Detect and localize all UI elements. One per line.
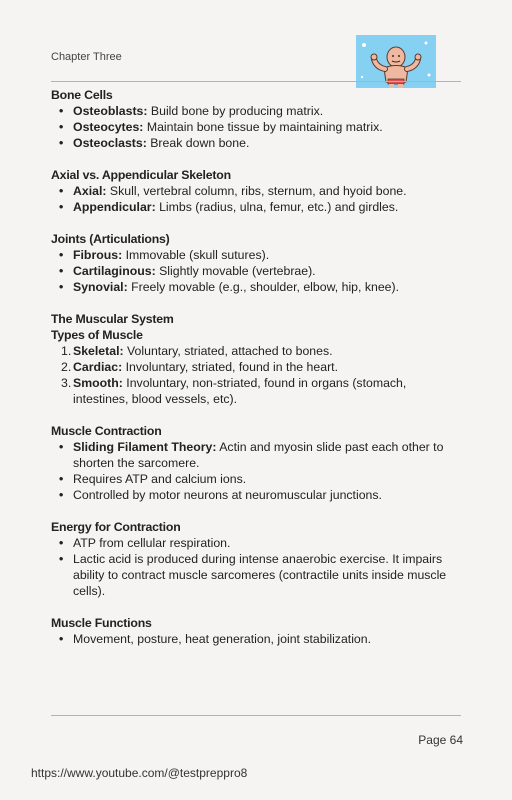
bullet-list: [51, 439, 461, 503]
list-item: [51, 199, 461, 215]
section-bone-cells: [51, 87, 461, 151]
list-item: [51, 439, 461, 471]
bullet-list: [51, 247, 461, 295]
section-heading: Bone Cells: [51, 88, 113, 102]
section-energy: [51, 519, 461, 599]
list-item: [51, 535, 461, 551]
bullet-list: [51, 631, 461, 647]
item-text: Limbs (radius, ulna, femur, etc.) and girdles.: [155, 200, 399, 214]
section-heading: Joints (Articulations): [51, 232, 170, 246]
chapter-title: Chapter Three: [51, 51, 122, 63]
list-item: [51, 551, 461, 599]
bullet-list: [51, 183, 461, 215]
subsection-heading: Types of Muscle: [51, 328, 143, 342]
item-text: Involuntary, striated, found in the heart.: [122, 360, 338, 374]
item-text: Slightly movable (vertebrae).: [155, 264, 316, 278]
footer-url[interactable]: https://www.youtube.com/@testpreppro8: [31, 766, 248, 780]
list-item: [51, 263, 461, 279]
item-text: Requires ATP and calcium ions.: [73, 472, 247, 486]
item-text: Maintain bone tissue by maintaining matrix.: [143, 120, 383, 134]
section-heading: Energy for Contraction: [51, 520, 181, 534]
list-item: [51, 103, 461, 119]
list-item: [51, 471, 461, 487]
item-number: 1.: [61, 344, 72, 358]
page-content: [51, 87, 461, 663]
term-label: Skeletal:: [73, 344, 124, 358]
item-number: 2.: [61, 360, 72, 374]
term-label: Sliding Filament Theory:: [73, 440, 217, 454]
section-heading: Muscle Contraction: [51, 424, 162, 438]
item-text: Involuntary, non-striated, found in organs (stomach, intestines, blood vessels, etc).: [73, 376, 407, 406]
section-heading: Axial vs. Appendicular Skeleton: [51, 168, 231, 182]
list-item: [51, 183, 461, 199]
item-text: Freely movable (e.g., shoulder, elbow, hip, knee).: [127, 280, 400, 294]
term-label: Cardiac:: [73, 360, 123, 374]
item-text: Build bone by producing matrix.: [147, 104, 324, 118]
term-label: Fibrous:: [73, 248, 123, 262]
section-joints: [51, 231, 461, 295]
item-text: Voluntary, striated, attached to bones.: [123, 344, 333, 358]
term-label: Osteoblasts:: [73, 104, 148, 118]
term-label: Appendicular:: [73, 200, 156, 214]
list-item: [51, 375, 461, 407]
list-item: [51, 359, 461, 375]
list-item: [51, 631, 461, 647]
list-item: [51, 247, 461, 263]
bullet-list: [51, 103, 461, 151]
term-label: Osteocytes:: [73, 120, 144, 134]
section-muscle-functions: [51, 615, 461, 647]
section-heading: Muscle Functions: [51, 616, 152, 630]
item-text: Actin and myosin slide past each other to shorten the sarcomere.: [73, 440, 444, 470]
list-item: [51, 119, 461, 135]
term-label: Axial:: [73, 184, 107, 198]
term-label: Smooth:: [73, 376, 123, 390]
section-skeleton: [51, 167, 461, 215]
list-item: [51, 279, 461, 295]
item-text: Lactic acid is produced during intense anaerobic exercise. It impairs ability to contract muscle sarcomeres (contractile units inside muscle cells).: [73, 552, 447, 598]
numbered-list: [51, 343, 461, 407]
header-divider: [51, 81, 461, 82]
term-label: Synovial:: [73, 280, 128, 294]
list-item: [51, 135, 461, 151]
term-label: Cartilaginous:: [73, 264, 156, 278]
list-item: [51, 487, 461, 503]
item-text: ATP from cellular respiration.: [73, 536, 231, 550]
item-number: 3.: [61, 376, 72, 390]
item-text: Immovable (skull sutures).: [122, 248, 270, 262]
section-muscle-contraction: [51, 423, 461, 503]
item-text: Skull, vertebral column, ribs, sternum, and hyoid bone.: [106, 184, 407, 198]
item-text: Movement, posture, heat generation, joint stabilization.: [73, 632, 372, 646]
list-item: [51, 343, 461, 359]
section-heading: The Muscular System: [51, 312, 174, 326]
page-number: Page 64: [418, 733, 463, 747]
item-text: Break down bone.: [146, 136, 250, 150]
item-text: Controlled by motor neurons at neuromuscular junctions.: [73, 488, 382, 502]
bullet-list: [51, 535, 461, 599]
section-muscular-system: [51, 311, 461, 407]
term-label: Osteoclasts:: [73, 136, 147, 150]
footer-divider: [51, 715, 461, 716]
